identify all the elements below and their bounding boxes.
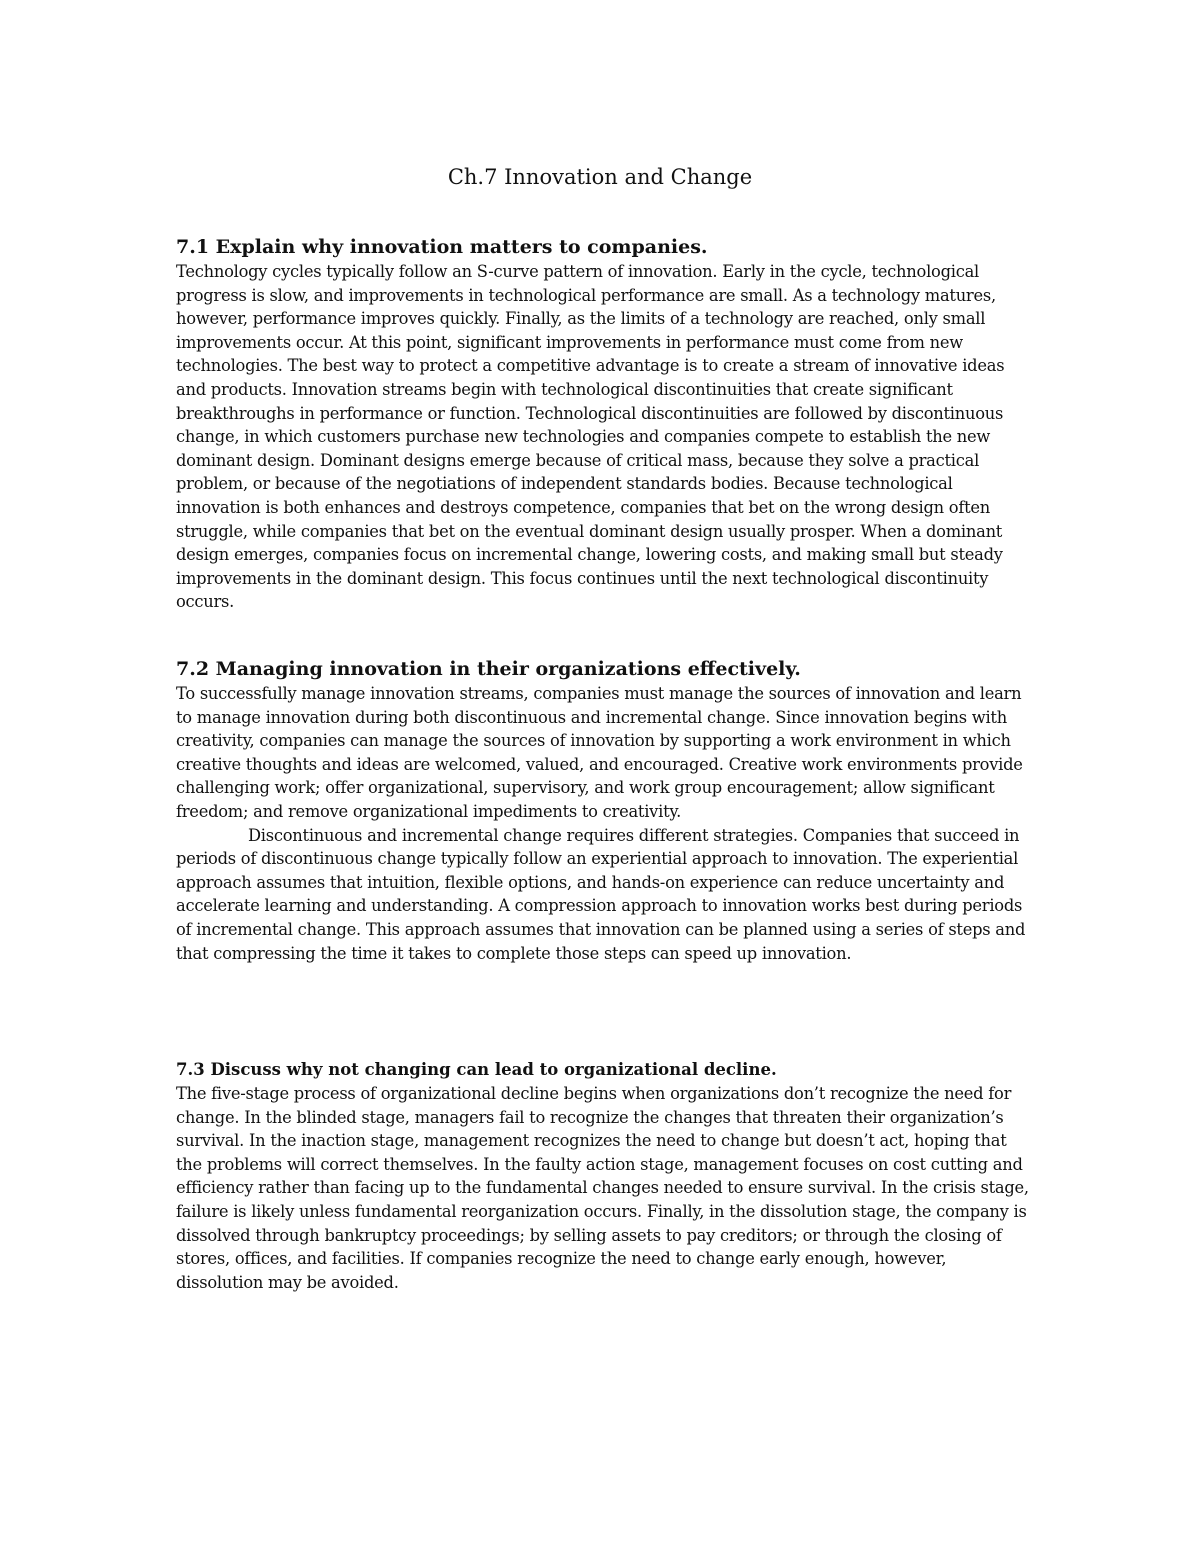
section-7-1	[176, 234, 1036, 614]
section-heading: 7.2 Managing innovation in their organizations effectively.	[176, 658, 801, 680]
section-paragraph: Discontinuous and incremental change requires different strategies. Companies that succeed in periods of discontinuous change typically follow an experiential approach to innovation. The experiential approach assumes that intuition, flexible options, and hands-on experience can reduce uncertainty and accelerate learning and understanding. A compression approach to innovation works best during periods of incremental change. This approach assumes that innovation can be planned using a series of steps and that compressing the time it takes to complete those steps can speed up innovation.	[176, 825, 1026, 963]
section-heading: 7.1 Explain why innovation matters to companies.	[176, 236, 708, 258]
section-paragraph: Technology cycles typically follow an S-curve pattern of innovation. Early in the cycle, technological progress is slow, and improvements in technological performance are small. As a technology matures, however, performance improves quickly. Finally, as the limits of a technology are reached, only small improvements occur. At this point, significant improvements in performance must come from new technologies. The best way to protect a competitive advantage is to create a stream of innovative ideas and products. Innovation streams begin with technological discontinuities that create significant breakthroughs in performance or function. Technological discontinuities are followed by discontinuous change, in which customers purchase new technologies and companies compete to establish the new dominant design. Dominant designs emerge because of critical mass, because they solve a practical problem, or because of the negotiations of independent standards bodies. Because technological innovation is both enhances and destroys competence, companies that bet on the wrong design often struggle, while companies that bet on the eventual dominant design usually prosper. When a dominant design emerges, companies focus on incremental change, lowering costs, and making small but steady improvements in the dominant design. This focus continues until the next technological discontinuity occurs.	[176, 262, 1005, 612]
section-paragraph: To successfully manage innovation streams, companies must manage the sources of innovation and learn to manage innovation during both discontinuous and incremental change. Since innovation begins with creativity, companies can manage the sources of innovation by supporting a work environment in which creative thoughts and ideas are welcomed, valued, and encouraged. Creative work environments provide challenging work; offer organizational, supervisory, and work group encouragement; allow significant freedom; and remove organizational impediments to creativity.	[176, 684, 1023, 821]
section-heading: 7.3 Discuss why not changing can lead to organizational decline.	[176, 1060, 777, 1079]
document-title: Ch.7 Innovation and Change	[447, 165, 753, 189]
section-7-3	[176, 1058, 1036, 1294]
section-7-2	[176, 656, 1036, 965]
section-paragraph: The five-stage process of organizational decline begins when organizations don’t recognize the need for change. In the blinded stage, managers fail to recognize the changes that threaten their organization’s survival. In the inaction stage, management recognizes the need to change but doesn’t act, hoping that the problems will correct themselves. In the faulty action stage, management focuses on cost cutting and efficiency rather than facing up to the fundamental changes needed to ensure survival. In the crisis stage, failure is likely unless fundamental reorganization occurs. Finally, in the dissolution stage, the company is dissolved through bankruptcy proceedings; by selling assets to pay creditors; or through the closing of stores, offices, and facilities. If companies recognize the need to change early enough, however, dissolution may be avoided.	[176, 1084, 1029, 1292]
